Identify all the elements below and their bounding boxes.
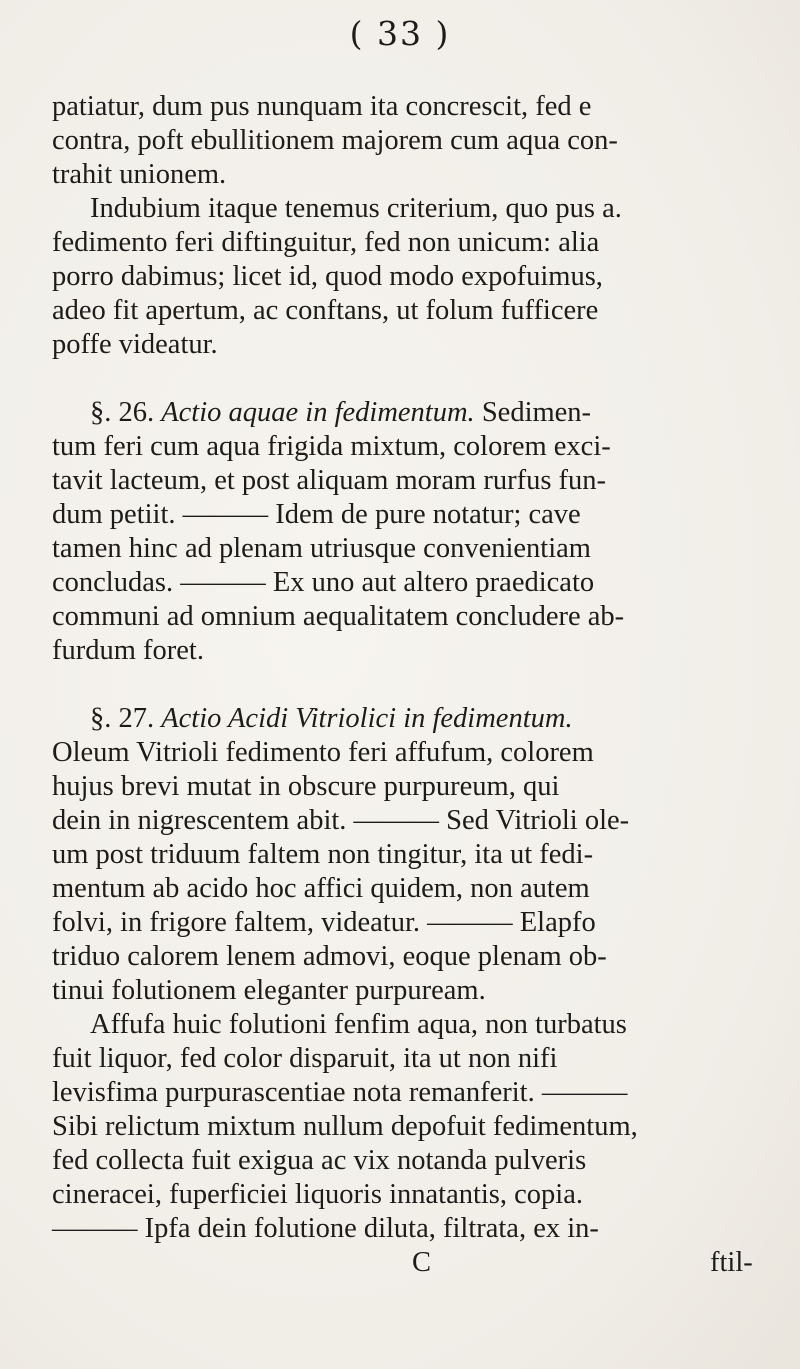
text-line: folvi, in frigore faltem, videatur. ——— Elapfo: [52, 907, 596, 938]
text-line: fed collecta fuit exigua ac vix notanda pulveris: [52, 1145, 587, 1176]
text-line: fedimento feri diftinguitur, fed non unicum: alia: [52, 227, 600, 258]
text-line: triduo calorem lenem admovi, eoque plenam ob-: [52, 941, 607, 972]
text-line: Sedimen-: [481, 397, 592, 428]
section-heading-line: [52, 396, 772, 430]
text-line: Indubium itaque tenemus criterium, quo pus a.: [90, 193, 622, 224]
text-line: tavit lacteum, et post aliquam moram rurfus fun-: [52, 465, 607, 496]
text-line: concludas. ——— Ex uno aut altero praedicato: [52, 567, 595, 598]
signature-mark: C: [412, 1247, 432, 1278]
text-line: porro dabimus; licet id, quod modo expofuimus,: [52, 261, 603, 292]
section-title: Actio Acidi Vitriolici in fedimentum.: [161, 703, 573, 734]
text-line: cineracei, fuperficiei liquoris innatantis, copia.: [52, 1179, 583, 1210]
text-line: ——— Ipfa dein folutione diluta, filtrata, ex in-: [52, 1213, 599, 1244]
text-line: um post triduum faltem non tingitur, ita ut fedi-: [52, 839, 594, 870]
text-line: poffe videatur.: [52, 329, 218, 360]
text-line: Affufa huic folutioni fenfim aqua, non turbatus: [90, 1009, 627, 1040]
text-line: communi ad omnium aequalitatem concludere ab-: [52, 601, 625, 632]
text-line: fuit liquor, fed color disparuit, ita ut non nifi: [52, 1043, 558, 1074]
text-line: tum feri cum aqua frigida mixtum, colorem exci-: [52, 431, 611, 462]
text-line: patiatur, dum pus nunquam ita concrescit, fed e: [52, 91, 592, 122]
page-footer: [0, 1247, 800, 1281]
catchword: ftil-: [710, 1247, 753, 1278]
text-line: Oleum Vitrioli fedimento feri affufum, colorem: [52, 737, 594, 768]
section-number: §. 26.: [90, 397, 155, 428]
text-line: mentum ab acido hoc affici quidem, non autem: [52, 873, 590, 904]
text-line: dum petiit. ——— Idem de pure notatur; cave: [52, 499, 581, 530]
text-line: levisfima purpurascentiae nota remanferit. ———: [52, 1077, 628, 1108]
section-number: §. 27.: [90, 703, 155, 734]
section-title: Actio aquae in fedimentum.: [161, 397, 475, 428]
text-line: trahit unionem.: [52, 159, 227, 190]
text-line: furdum foret.: [52, 635, 204, 666]
text-line: contra, poft ebullitionem majorem cum aqua con-: [52, 125, 618, 156]
text-line: tamen hinc ad plenam utriusque convenientiam: [52, 533, 591, 564]
text-line: Sibi relictum mixtum nullum depofuit fedimentum,: [52, 1111, 638, 1142]
text-line: dein in nigrescentem abit. ——— Sed Vitrioli ole-: [52, 805, 630, 836]
text-line: adeo fit apertum, ac conftans, ut folum fufficere: [52, 295, 599, 326]
body-text: [52, 90, 772, 1246]
text-line: tinui folutionem eleganter purpuream.: [52, 975, 486, 1006]
text-line: hujus brevi mutat in obscure purpureum, qui: [52, 771, 560, 802]
section-heading-line: [52, 702, 772, 736]
page-number: ( 33 ): [349, 14, 451, 53]
